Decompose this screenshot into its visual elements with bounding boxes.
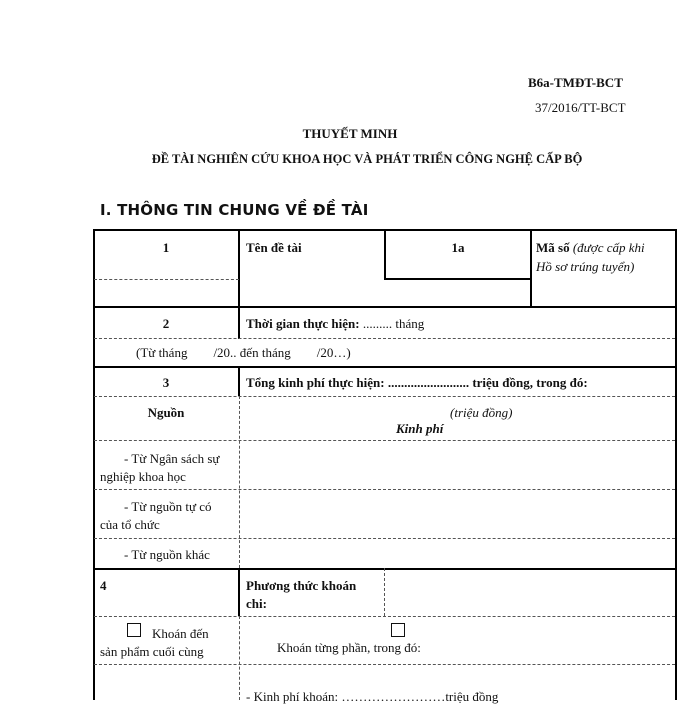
total-budget-label: Tổng kinh phí thực hiện:: [246, 375, 385, 390]
code-note-line2: Hồ sơ trúng tuyển): [536, 259, 635, 274]
partial-contract-checkbox[interactable]: [391, 623, 405, 637]
form-code: B6a-TMĐT-BCT: [528, 75, 623, 90]
row-number-2: 2: [162, 316, 170, 331]
duration-label: Thời gian thực hiện:: [246, 316, 360, 331]
code-note-line1: (được cấp khi: [572, 240, 645, 255]
total-budget-cell: [246, 373, 588, 392]
final-product-label-1: Khoán đến: [152, 626, 209, 641]
section-heading: I. THÔNG TIN CHUNG VỀ ĐỀ TÀI: [100, 201, 369, 219]
document-subtitle: ĐỀ TÀI NGHIÊN CỨU KHOA HỌC VÀ PHÁT TRIỂN CÔNG NGHỆ CẤP BỘ: [151, 152, 583, 166]
duration-cell: [246, 314, 424, 333]
partial-contract-label: Khoán từng phần, trong đó:: [277, 640, 421, 655]
duration-range: (Từ tháng /20.. đến tháng /20…): [136, 345, 351, 360]
row-number-1: 1: [162, 240, 170, 255]
circular-number: 37/2016/TT-BCT: [535, 100, 626, 115]
row-number-3: 3: [162, 375, 170, 390]
row-number-4: 4: [100, 578, 107, 593]
contract-budget-line: - Kinh phí khoán: ……………………triệu đồng: [246, 689, 499, 704]
source-2-line1: - Từ nguồn tự có: [124, 499, 212, 514]
duration-value: ......... tháng: [359, 316, 425, 331]
code-cell: [536, 238, 676, 257]
row-number-1a: 1a: [451, 240, 465, 255]
final-product-checkbox[interactable]: [127, 623, 141, 637]
final-product-label-2: sản phẩm cuối cùng: [100, 644, 204, 659]
amount-header: Kinh phí: [396, 421, 444, 436]
contract-method-label-1: Phương thức khoán: [246, 578, 357, 593]
document-title: THUYẾT MINH: [302, 126, 398, 141]
source-3-line1: - Từ nguồn khác: [124, 547, 210, 562]
source-1-line1: - Từ Ngân sách sự: [124, 451, 220, 466]
source-1-line2: nghiệp khoa học: [100, 469, 186, 484]
amount-unit-header: (triệu đồng): [450, 405, 513, 420]
code-label: Mã số: [536, 240, 570, 255]
total-budget-value: ......................... triệu đồng, trong đó:: [384, 375, 588, 390]
source-header: Nguồn: [147, 405, 185, 420]
topic-name-label: Tên đề tài: [246, 240, 302, 255]
contract-method-label-2: chi:: [246, 596, 267, 611]
source-2-line2: của tổ chức: [100, 517, 160, 532]
